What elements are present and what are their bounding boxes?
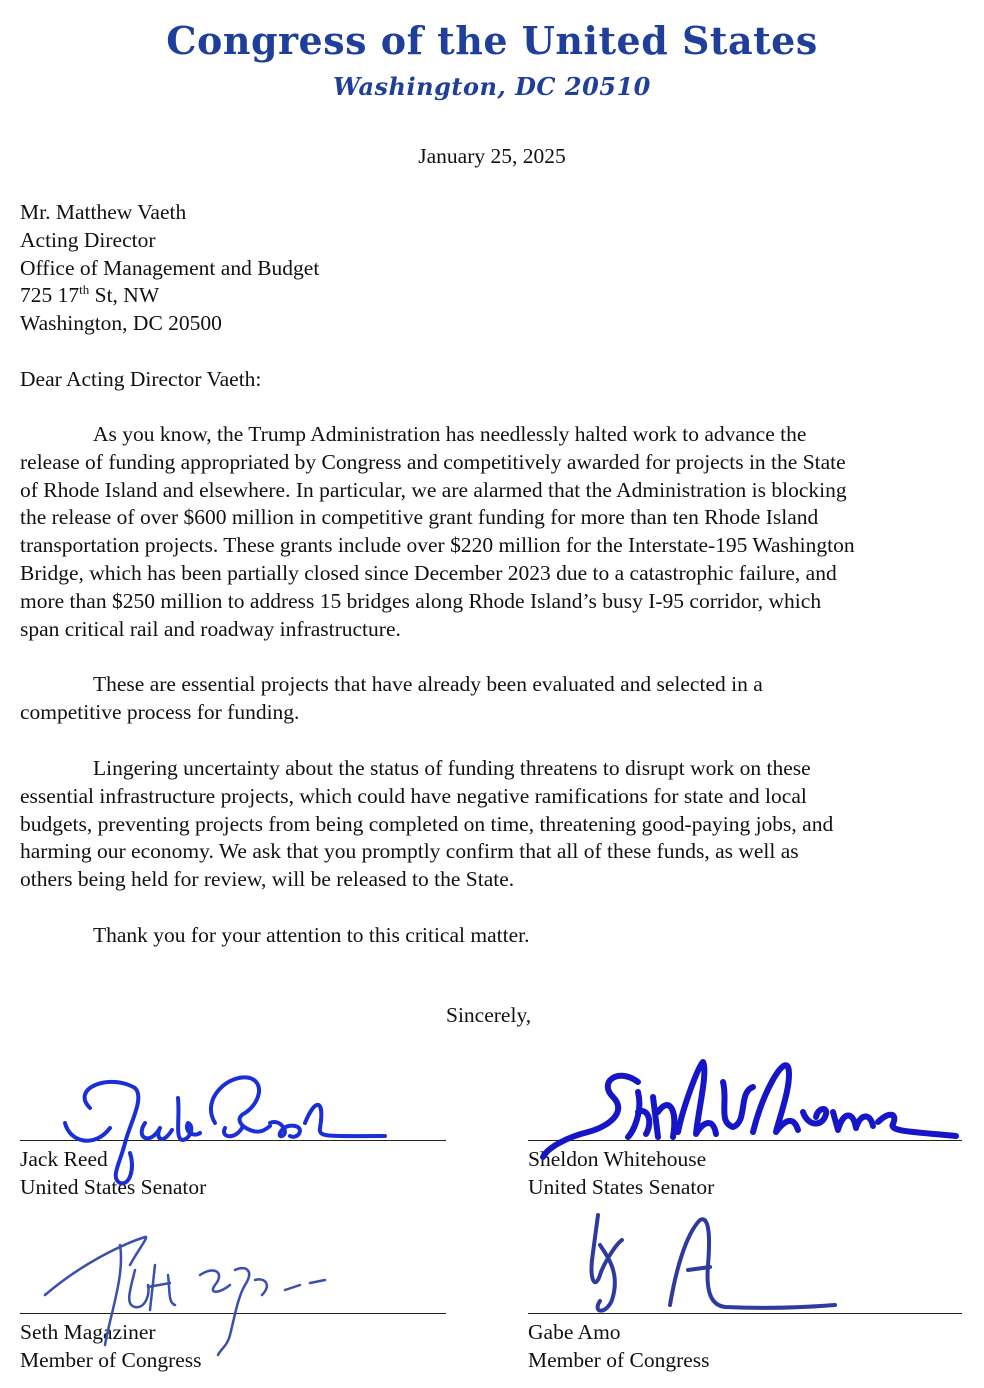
signatory-name-amo: Gabe Amo: [528, 1320, 621, 1344]
signatory-title-magaziner: Member of Congress: [20, 1348, 202, 1372]
signatory-name-whitehouse: Sheldon Whitehouse: [528, 1147, 707, 1171]
closing: Sincerely,: [446, 1003, 532, 1027]
paragraph-line: others being held for review, will be released to the State.: [20, 867, 515, 892]
paragraph-line: Lingering uncertainty about the status of funding threatens to disrupt work on these: [93, 756, 811, 780]
recipient-address: [20, 199, 319, 338]
paragraph-line: Bridge, which has been partially closed since December 2023 due to a catastrophic failure, and: [20, 560, 837, 585]
letter-date: January 25, 2025: [418, 144, 566, 168]
recipient-city: Washington, DC 20500: [20, 311, 222, 336]
paragraph-line: competitive process for funding.: [20, 699, 300, 724]
body-paragraph-2: [20, 671, 962, 727]
signature-reed: [50, 1068, 390, 1188]
signatory-name-reed: Jack Reed: [20, 1147, 108, 1171]
signatory-title-whitehouse: United States Senator: [528, 1175, 715, 1199]
signatory-title-reed: United States Senator: [20, 1175, 207, 1199]
signature-magaziner: [40, 1225, 360, 1365]
paragraph-line: harming our economy. We ask that you promptly confirm that all of these funds, as well as: [20, 839, 799, 864]
paragraph-line: span critical rail and roadway infrastructure.: [20, 616, 401, 641]
recipient-title: Acting Director: [20, 227, 156, 252]
paragraph-line: of Rhode Island and elsewhere. In particular, we are alarmed that the Administration is blocking: [20, 477, 847, 502]
body-paragraph-1: [20, 421, 962, 643]
letterhead-title: Congress of the United States: [166, 18, 818, 63]
paragraph-line: These are essential projects that have already been evaluated and selected in a: [93, 672, 763, 696]
recipient-office: Office of Management and Budget: [20, 255, 320, 280]
paragraph-line: release of funding appropriated by Congress and competitively awarded for projects in the State: [20, 449, 846, 474]
paragraph-line: essential infrastructure projects, which could have negative ramifications for state and local: [20, 783, 807, 808]
paragraph-line: transportation projects. These grants include over $220 million for the Interstate-195 Washington: [20, 533, 855, 558]
salutation: Dear Acting Director Vaeth:: [20, 367, 262, 391]
paragraph-line: budgets, preventing projects from being completed on time, threatening good-paying jobs, and: [20, 811, 834, 836]
signatory-title-amo: Member of Congress: [528, 1348, 710, 1372]
paragraph-line: the release of over $600 million in competitive grant funding for more than ten Rhode Island: [20, 505, 819, 530]
paragraph-line: As you know, the Trump Administration has needlessly halted work to advance the: [93, 422, 807, 446]
recipient-street: 725 17th St, NW: [20, 282, 160, 308]
paragraph-line: more than $250 million to address 15 bridges along Rhode Island’s busy I-95 corridor, which: [20, 588, 822, 613]
body-paragraph-3: [20, 755, 962, 894]
body-paragraph-4: [20, 922, 962, 950]
recipient-name: Mr. Matthew Vaeth: [20, 200, 187, 224]
paragraph-line: Thank you for your attention to this critical matter.: [93, 923, 530, 947]
signature-whitehouse: [538, 1052, 958, 1162]
signatory-name-magaziner: Seth Magaziner: [20, 1320, 156, 1344]
letterhead-address: Washington, DC 20510: [333, 72, 651, 101]
signature-amo: [570, 1205, 850, 1325]
